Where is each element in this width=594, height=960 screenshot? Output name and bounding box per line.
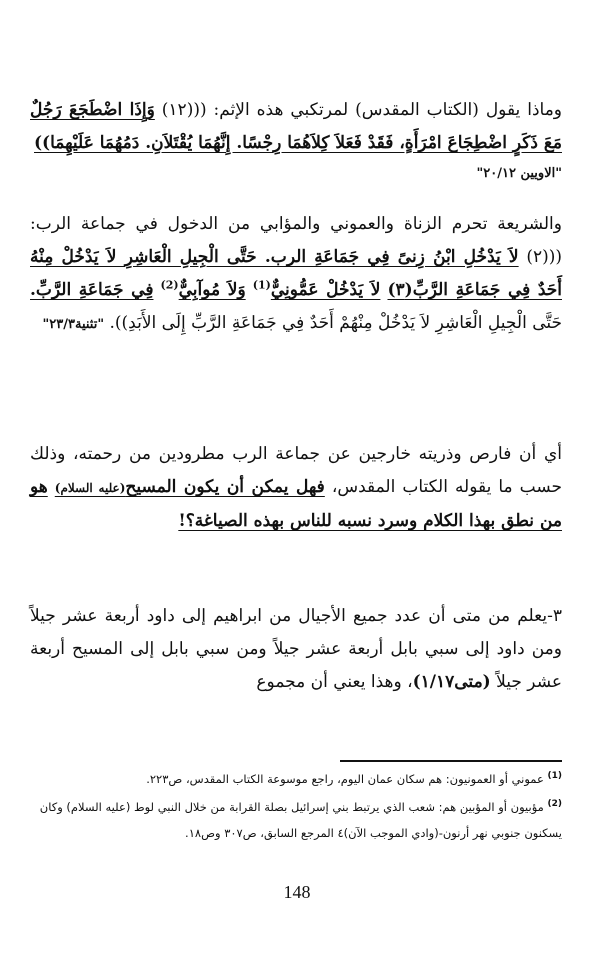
- paragraph-commentary: [30, 438, 562, 538]
- footnote-text: مؤبيون أو المؤبين هم: شعب الذي يرتبط بني إسرائيل بصلة القرابة من خلال النبي لوط (عليه السلام) وكان يسكنون جنوبي نهر أرنون-(وادي الموجب الآن)٤ المرجع السابق، ص٣٠٧ وص١٨.: [39, 800, 562, 840]
- footnote-marker: (2): [160, 278, 179, 292]
- paragraph-generations: [30, 600, 562, 699]
- citation: (متى١/١٧): [412, 672, 491, 692]
- paragraph-leviticus: [30, 94, 562, 188]
- paragraph-tail: ، وهذا يعني أن مجموع: [256, 672, 413, 692]
- paragraph-deuteronomy: [30, 208, 562, 341]
- scripture-reference: "الاويين ٢٠/١٢": [476, 166, 562, 181]
- scripture-reference: "تثنية٢٣/٣": [42, 317, 105, 332]
- scripture-quote: حَتَّى الْجِيلِ الْعَاشِرِ لاَ يَدْخُلْ مِنْهُمْ أَحَدٌ فِي جَمَاعَةِ الرَّبِّ إِلَى الأَبَدِ)).: [109, 313, 562, 333]
- footnote-separator: [340, 760, 562, 762]
- paragraph-intro: والشريعة تحرم الزناة والعموني والمؤابي من الدخول في جماعة الرب: (((٢): [30, 214, 562, 267]
- footnote-number: (2): [547, 799, 562, 810]
- honorific: (عليه السلام): [54, 481, 126, 495]
- paragraph-text: ٣-يعلم من متى أن عدد جميع الأجيال من ابراهيم إلى داود أربعة عشر جيلاً ومن داود إلى سبي بابل أربعة عشر جيلاً ومن سبي بابل إلى المسيح أربعة عشر جيلاً: [30, 606, 562, 692]
- paragraph-intro: وماذا يقول (الكتاب المقدس) لمرتكبي هذه الإثم: (((١٢): [161, 100, 563, 120]
- footnote-1: [30, 766, 562, 792]
- scripture-quote: وَإِذَا اضْطَجَعَ رَجُلٌ مَعَ ذَكَرٍ اضْطِجَاعَ امْرَأَةٍ، فَقَدْ فَعَلاَ كِلاَهُمَا رِجْسًا. إِنَّهُمَا يُقْتَلاَنِ. دَمُهُمَا عَلَيْهِمَا)): [30, 100, 562, 153]
- scripture-quote: لاَ يَدْخُلْ عَمُّونِيٌّ: [270, 280, 381, 300]
- footnote-marker: (1): [252, 278, 271, 292]
- footnote-text: عموني أو العمونيون: هم سكان عمان اليوم، راجع موسوعة الكتاب المقدس، ص٢٢٣.: [146, 772, 544, 786]
- footnote-number: (1): [547, 771, 562, 782]
- scripture-quote: فِي جَمَاعَةِ الرَّبِّ.: [30, 280, 154, 300]
- page-number: 148: [283, 882, 311, 902]
- paragraph-text: أي أن فارص وذريته خارجين عن جماعة الرب مطرودين من رحمته، وذلك حسب ما يقوله الكتاب المقدس،: [30, 444, 563, 497]
- scripture-quote: لاَ يَدْخُلِ ابْنُ زِنىً فِي جَمَاعَةِ الرب. حَتَّى الْجِيلِ الْعَاشِرِ لاَ يَدْخُلْ مِنْهُ أَحَدٌ فِي جَمَاعَةِ الرَّبِّ(٣): [30, 247, 562, 300]
- footnote-2: [30, 794, 562, 846]
- emphasized-question: فهل يمكن أن يكون المسيح: [125, 477, 325, 497]
- scripture-quote: وَلاَ مُوآبِيٌّ: [178, 280, 246, 300]
- emphasized-question: هو من نطق بهذا الكلام وسرد نسبه للناس بهذه الصياغة؟!: [30, 477, 562, 531]
